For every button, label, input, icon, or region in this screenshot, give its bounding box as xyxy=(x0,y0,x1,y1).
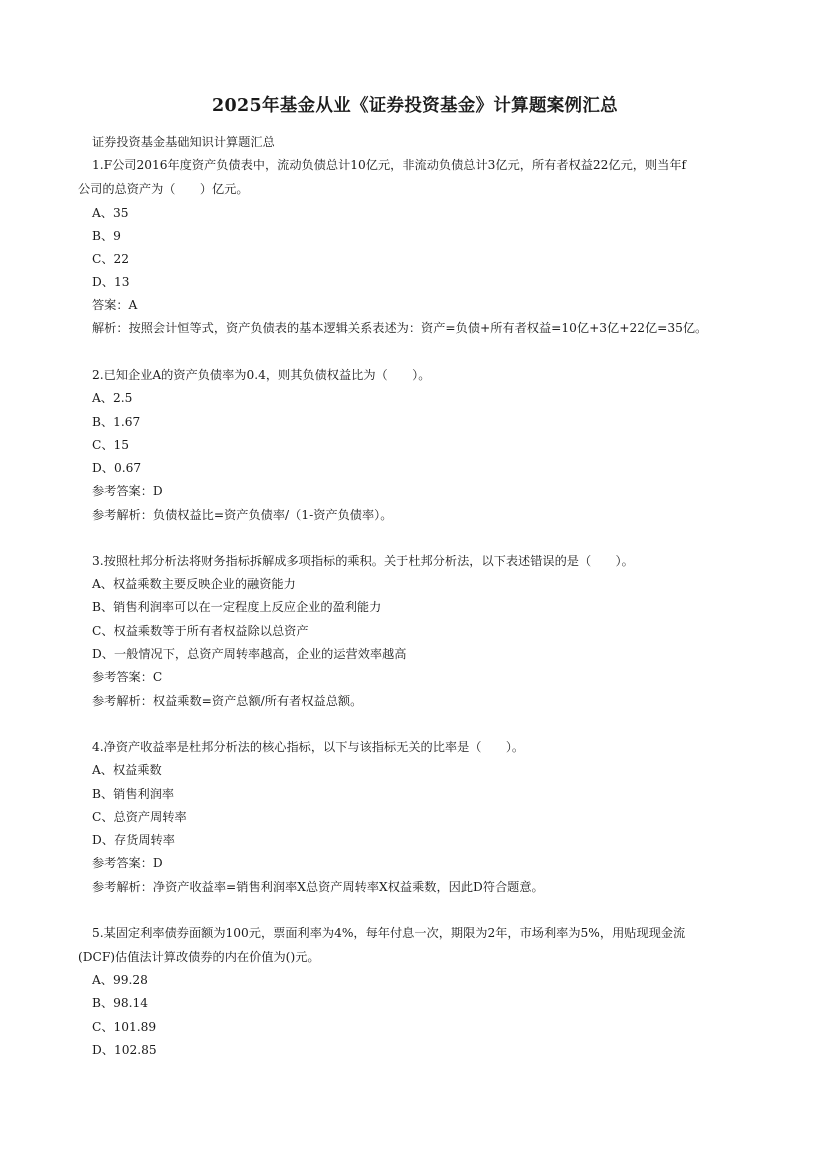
subtitle: 证券投资基金基础知识计算题汇总 xyxy=(92,135,275,149)
question-2-stem: 2.已知企业A的资产负债率为0.4，则其负债权益比为（ ）。 xyxy=(92,368,431,382)
question-4-analysis: 参考解析：净资产收益率=销售利润率X总资产周转率X权益乘数，因此D符合题意。 xyxy=(92,880,544,894)
question-1-stem-cont: 公司的总资产为（ ）亿元。 xyxy=(78,182,249,196)
document-title: 2025年基金从业《证券投资基金》计算题案例汇总 xyxy=(212,96,618,116)
question-5-option-a: A、99.28 xyxy=(92,973,148,987)
question-4-answer: 参考答案：D xyxy=(92,856,163,870)
question-2-option-b: B、1.67 xyxy=(92,415,141,429)
question-1-option-b: B、9 xyxy=(92,229,121,243)
question-1-analysis: 解析：按照会计恒等式，资产负债表的基本逻辑关系表述为：资产=负债+所有者权益=10亿+3亿+22亿=35亿。 xyxy=(92,321,708,335)
question-4-stem: 4.净资产收益率是杜邦分析法的核心指标，以下与该指标无关的比率是（ ）。 xyxy=(92,740,525,754)
question-3-answer: 参考答案：C xyxy=(92,670,163,684)
question-5-stem: 5.某固定利率债券面额为100元，票面利率为4%，每年付息一次，期限为2年，市场利率为5%，用贴现现金流 xyxy=(92,926,686,940)
question-3-stem: 3.按照杜邦分析法将财务指标拆解成多项指标的乘积。关于杜邦分析法，以下表述错误的是（ ）。 xyxy=(92,554,634,568)
question-3-option-b: B、销售利润率可以在一定程度上反应企业的盈利能力 xyxy=(92,600,382,614)
question-2-option-c: C、15 xyxy=(92,438,130,452)
question-2-answer: 参考答案：D xyxy=(92,484,163,498)
question-1-option-a: A、35 xyxy=(92,206,129,220)
question-5-stem-cont: (DCF)估值法计算改债券的内在价值为()元。 xyxy=(78,950,320,964)
question-1-option-c: C、22 xyxy=(92,252,130,266)
question-3-option-c: C、权益乘数等于所有者权益除以总资产 xyxy=(92,624,309,638)
question-1-option-d: D、13 xyxy=(92,275,130,289)
question-2-option-a: A、2.5 xyxy=(92,391,133,405)
question-2-analysis: 参考解析：负债权益比=资产负债率/（1-资产负债率）。 xyxy=(92,508,393,522)
question-3-analysis: 参考解析：权益乘数=资产总额/所有者权益总额。 xyxy=(92,694,363,708)
question-4-option-b: B、销售利润率 xyxy=(92,787,175,801)
question-4-option-c: C、总资产周转率 xyxy=(92,810,187,824)
question-5-option-d: D、102.85 xyxy=(92,1043,157,1057)
question-5-option-c: C、101.89 xyxy=(92,1020,157,1034)
question-3-option-a: A、权益乘数主要反映企业的融资能力 xyxy=(92,577,296,591)
question-2-option-d: D、0.67 xyxy=(92,461,142,475)
question-1-stem: 1.F公司2016年度资产负债表中，流动负债总计10亿元，非流动负债总计3亿元，所有者权益22亿元，则当年f xyxy=(92,158,687,172)
question-5-option-b: B、98.14 xyxy=(92,996,149,1010)
question-3-option-d: D、一般情况下，总资产周转率越高，企业的运营效率越高 xyxy=(92,647,407,661)
question-4-option-d: D、存货周转率 xyxy=(92,833,175,847)
question-4-option-a: A、权益乘数 xyxy=(92,763,162,777)
question-1-answer: 答案：A xyxy=(92,298,138,312)
